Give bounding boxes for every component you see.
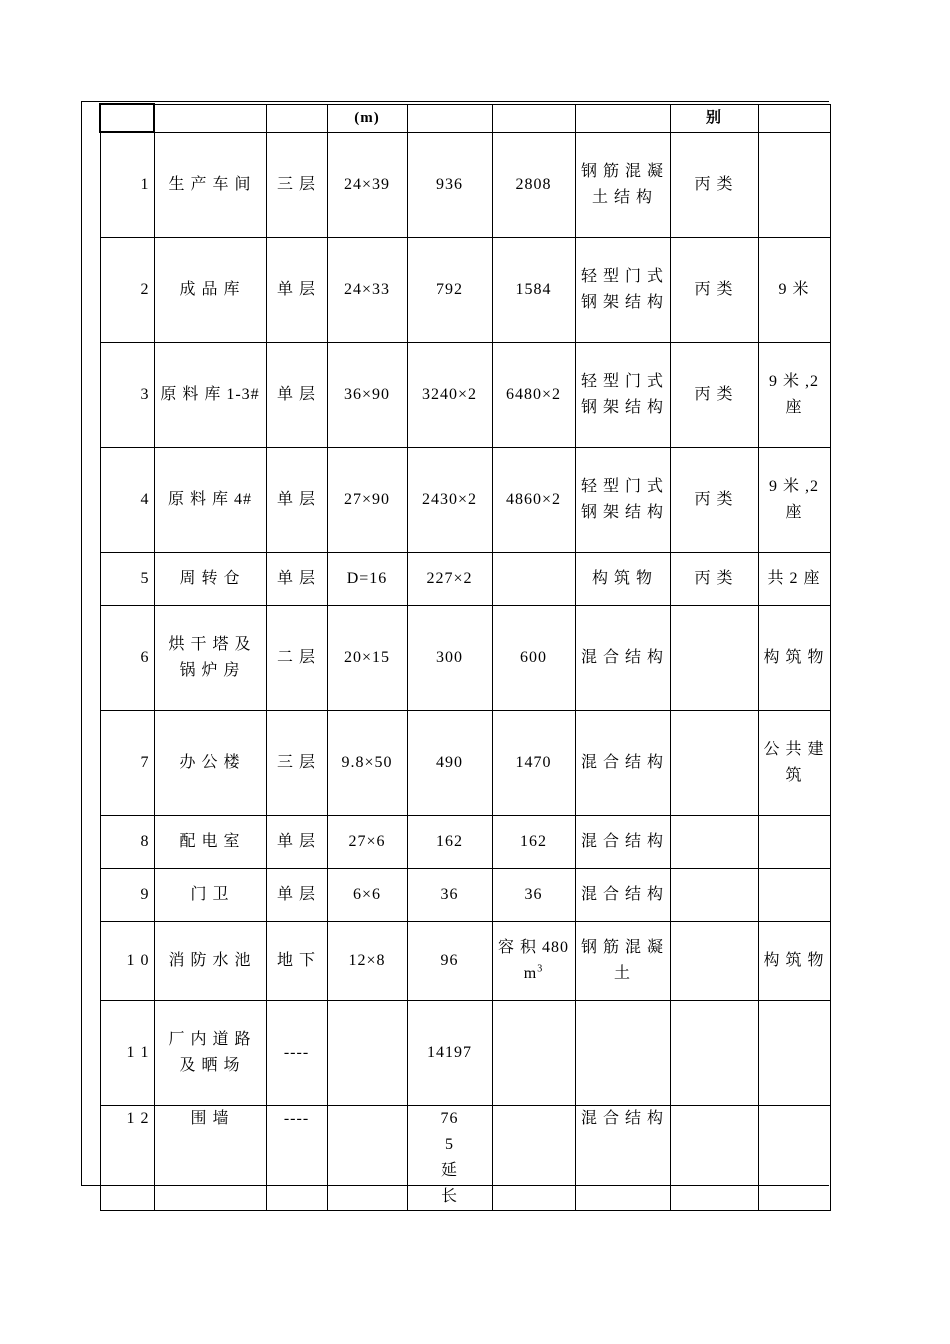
table-row [100,815,830,868]
total-area: 600 [492,605,575,710]
superscript-exponent: 3 [537,963,544,975]
floor-count: 单 层 [266,868,327,921]
remark [758,1000,830,1105]
footprint-area: 96 [407,921,492,1000]
header-cell [407,104,492,132]
dimensions: 24×33 [327,237,407,342]
header-cell [266,104,327,132]
total-area-text: 容 积 480m [497,938,569,982]
dimensions: 36×90 [327,342,407,447]
total-area [492,921,575,1000]
table-row [100,447,830,552]
outer-frame-top [81,101,829,102]
dimensions [327,1000,407,1105]
structure-type: 混 合 结 构 [575,815,670,868]
fire-class [670,921,758,1000]
dimensions: 20×15 [327,605,407,710]
building-name: 厂 内 道 路 及 晒 场 [154,1000,266,1105]
remark: 公 共 建 筑 [758,710,830,815]
table-row [100,237,830,342]
floor-count: ---- [266,1000,327,1105]
total-area: 1470 [492,710,575,815]
outer-frame-left [81,101,82,1186]
table-row [100,1000,830,1105]
footprint-area: 2430×2 [407,447,492,552]
header-cell [575,104,670,132]
floor-count: 地 下 [266,921,327,1000]
total-area [492,1000,575,1105]
structure-type: 构 筑 物 [575,552,670,605]
dimensions: 6×6 [327,868,407,921]
table-row [100,710,830,815]
dimensions: 9.8×50 [327,710,407,815]
building-name: 成 品 库 [154,237,266,342]
structure-type: 混 合 结 构 [575,710,670,815]
fire-class: 丙 类 [670,552,758,605]
header-cell: (m) [327,104,407,132]
dimensions: 12×8 [327,921,407,1000]
row-number: 1 2 [100,1105,154,1210]
buildings-table [99,103,831,1211]
footprint-area: 792 [407,237,492,342]
dimensions: D=16 [327,552,407,605]
footprint-area: 490 [407,710,492,815]
dimensions [327,1105,407,1210]
table-header-row [100,104,830,132]
building-name: 办 公 楼 [154,710,266,815]
building-name: 消 防 水 池 [154,921,266,1000]
row-number: 3 [100,342,154,447]
table-row [100,552,830,605]
row-number: 1 0 [100,921,154,1000]
row-number: 5 [100,552,154,605]
footprint-area: 36 [407,868,492,921]
structure-type: 混 合 结 构 [575,1105,670,1210]
row-number: 1 [100,132,154,237]
total-area: 4860×2 [492,447,575,552]
fire-class [670,815,758,868]
row-number: 8 [100,815,154,868]
fire-class: 丙 类 [670,237,758,342]
fire-class: 丙 类 [670,132,758,237]
remark: 构 筑 物 [758,921,830,1000]
dimensions: 24×39 [327,132,407,237]
floor-count: 二 层 [266,605,327,710]
building-name: 原 料 库 1-3# [154,342,266,447]
fire-class [670,1000,758,1105]
footprint-area: 162 [407,815,492,868]
table-row [100,1105,830,1210]
remark: 9 米 ,2 座 [758,342,830,447]
remark [758,1105,830,1210]
structure-type: 轻 型 门 式 钢 架 结 构 [575,237,670,342]
total-area [492,552,575,605]
header-cell: 别 [670,104,758,132]
floor-count: 单 层 [266,552,327,605]
footprint-area: 227×2 [407,552,492,605]
floor-count: ---- [266,1105,327,1210]
table-row [100,605,830,710]
total-area: 162 [492,815,575,868]
table-row [100,868,830,921]
building-name: 生 产 车 间 [154,132,266,237]
total-area: 36 [492,868,575,921]
fire-class: 丙 类 [670,342,758,447]
structure-type: 轻 型 门 式 钢 架 结 构 [575,447,670,552]
structure-type: 混 合 结 构 [575,605,670,710]
dimensions: 27×90 [327,447,407,552]
total-area [492,1105,575,1210]
building-name: 围 墙 [154,1105,266,1210]
footprint-area: 3240×2 [407,342,492,447]
building-name: 配 电 室 [154,815,266,868]
fire-class [670,605,758,710]
remark: 共 2 座 [758,552,830,605]
table-row [100,132,830,237]
remark [758,868,830,921]
table-row [100,342,830,447]
building-name: 门 卫 [154,868,266,921]
row-number: 2 [100,237,154,342]
building-name: 烘 干 塔 及 锅 炉 房 [154,605,266,710]
footprint-area: 300 [407,605,492,710]
fire-class [670,1105,758,1210]
structure-type: 钢 筋 混 凝 土 [575,921,670,1000]
table-row [100,921,830,1000]
floor-count: 三 层 [266,132,327,237]
remark [758,815,830,868]
row-number: 1 1 [100,1000,154,1105]
row-number: 7 [100,710,154,815]
dimensions: 27×6 [327,815,407,868]
structure-type: 轻 型 门 式 钢 架 结 构 [575,342,670,447]
remark: 构 筑 物 [758,605,830,710]
floor-count: 单 层 [266,342,327,447]
fire-class: 丙 类 [670,447,758,552]
structure-type [575,1000,670,1105]
footprint-area: 765 延 长 [407,1105,492,1210]
header-cell [758,104,830,132]
footprint-area: 936 [407,132,492,237]
remark [758,132,830,237]
structure-type: 混 合 结 构 [575,868,670,921]
floor-count: 三 层 [266,710,327,815]
total-area: 6480×2 [492,342,575,447]
total-area: 2808 [492,132,575,237]
row-number: 4 [100,447,154,552]
building-name: 周 转 仓 [154,552,266,605]
remark: 9 米 ,2 座 [758,447,830,552]
floor-count: 单 层 [266,815,327,868]
header-cell [492,104,575,132]
row-number: 6 [100,605,154,710]
footprint-area: 14197 [407,1000,492,1105]
fire-class [670,710,758,815]
header-cell [154,104,266,132]
fire-class [670,868,758,921]
remark: 9 米 [758,237,830,342]
header-cell [100,104,154,132]
structure-type: 钢 筋 混 凝 土 结 构 [575,132,670,237]
row-number: 9 [100,868,154,921]
total-area: 1584 [492,237,575,342]
building-name: 原 料 库 4# [154,447,266,552]
floor-count: 单 层 [266,237,327,342]
floor-count: 单 层 [266,447,327,552]
